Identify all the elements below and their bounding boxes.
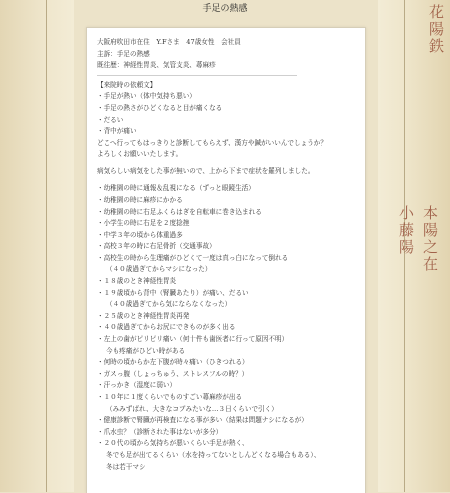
history-item: ・幼稚園の時に麻疹にかかる <box>97 195 183 204</box>
medical-history-line: 既往歴：神経性胃炎、気管支炎、蕁麻疹 <box>97 61 216 70</box>
request-item: ・手足の熱さがひどくなると目が痛くなる <box>97 103 223 112</box>
history-intro: 病気らしい病気をした事が無いので、上から下まで症状を羅列しました。 <box>97 167 315 176</box>
history-item: ・健康診断で腎臓が再検査になる事が多い（結果は問題ナシになるが） <box>97 416 308 425</box>
history-item: （４０歳過ぎてから気にならなくなった） <box>106 300 232 309</box>
history-item: ・小学生の時に右足を２度捻挫 <box>97 219 190 228</box>
request-item: どこへ行ってもはっきりと診断してもらえず、漢方や鍼がいいんでしょうか？ <box>97 138 327 147</box>
request-item: ・背中が痛い <box>97 127 137 136</box>
decor-calligraphy-top: 花陽鉄 <box>427 4 445 55</box>
background-left-scroll <box>0 0 74 492</box>
history-item: ・幼稚園の時に通報＆乱視になる（ずっと眼鏡生活） <box>97 184 255 193</box>
chief-complaint-line: 主訴：手足の熱感 <box>97 49 150 58</box>
history-item: 冬でも足が出てるくらい（水を持ってないとしんどくなる場合もある）、 <box>106 450 321 459</box>
history-item: ・ガスっ腹（しょっちゅう、ストレスフルの時？） <box>97 369 249 378</box>
decor-calligraphy-mid-right: 本陽之在 <box>421 205 439 273</box>
scroll-frame-line-left <box>46 0 47 492</box>
history-item: ・２５歳のとき神経性胃炎再発 <box>97 311 190 320</box>
history-item: ・１８歳のとき神経性胃炎 <box>97 277 177 286</box>
article-panel <box>86 27 366 493</box>
history-item: ・汗っかき（湿度に弱い） <box>97 381 177 390</box>
request-heading: 【来院時の依頼文】 <box>97 80 157 89</box>
history-item: ・１９歳頃から背中（腎臓あたり）が痛い、だるい <box>97 288 249 297</box>
history-list <box>97 183 359 473</box>
request-list <box>97 91 359 161</box>
history-item: （みみずばれ、大きなコブみたいな…３日くらいで引く） <box>106 404 278 413</box>
history-item: ・左上の歯がピリピリ痛い（何十件も歯医者に行って原因不明） <box>97 335 289 344</box>
request-item: ・だるい <box>97 115 124 124</box>
history-item: ・２０代の頃から気持ちが悪いくらい手足が熱く、 <box>97 439 249 448</box>
request-item: よろしくお願いいたします。 <box>97 150 183 159</box>
history-item: 今も疼痛がひどい時がある <box>106 346 186 355</box>
decor-calligraphy-mid-left: 小藤陽 <box>397 205 415 256</box>
history-item: （４０歳過ぎてからマシになった） <box>106 265 212 274</box>
history-item: 冬は若干マシ <box>106 462 146 471</box>
history-item: ・何時の頃からか左下腹が時々痛い（ひきつれる） <box>97 358 249 367</box>
article-content <box>97 37 359 473</box>
history-item: ・高校生の時から生理痛がひどくて一度は真っ白になって倒れる <box>97 253 289 262</box>
history-item: ・１０年に１度くらいでものすごい蕁麻疹が出る <box>97 393 243 401</box>
history-item: ・４０歳過ぎてからお尻にできものが多く出る <box>97 323 236 332</box>
history-item: ・幼稚園の時に右足ふくらはぎを自転車に巻き込まれる <box>97 207 262 216</box>
divider <box>97 75 297 76</box>
patient-info-line: 大阪府吹田市在住 Y.Fさま 47歳女性 会社員 <box>97 38 241 46</box>
history-item: ・中学３年の頃から体重過多 <box>97 230 183 239</box>
request-item: ・手足が熱い（体中気持ち悪い） <box>97 92 196 101</box>
page-title: 手足の熱感 <box>202 4 248 14</box>
history-item: ・高校３年の時に右足骨折（交通事故） <box>97 242 216 251</box>
history-item: ・爪水虫？（診断された事はないが多分） <box>97 427 223 436</box>
